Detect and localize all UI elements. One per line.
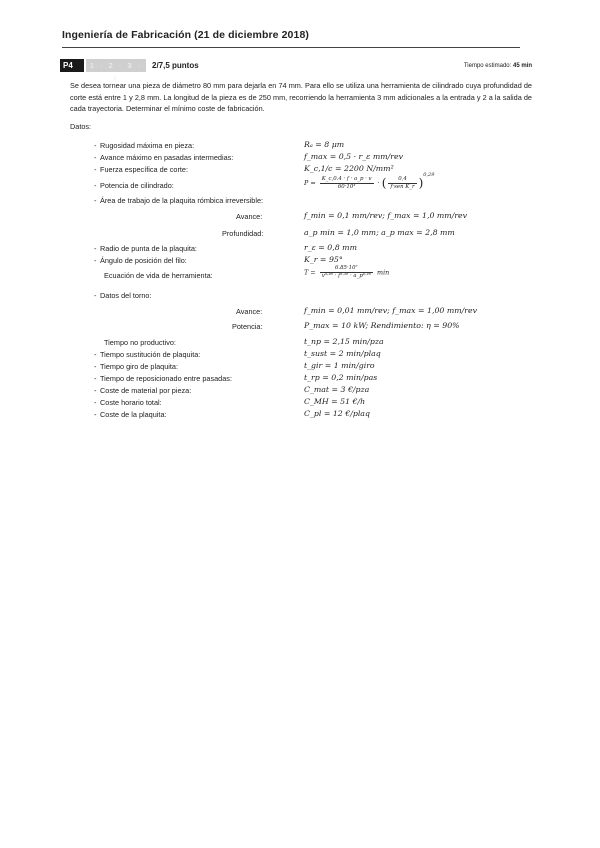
vida-unit: min bbox=[377, 268, 390, 277]
torno-potencia-label: Potencia: bbox=[232, 322, 263, 331]
vida-herramienta-formula bbox=[304, 265, 389, 280]
tiempo-reposicionado-label: - Tiempo de reposicionado entre pasadas: bbox=[100, 374, 232, 383]
area-trabajo-label: - Área de trabajo de la plaquita rómbica irreversible: bbox=[100, 196, 263, 205]
potencia-fraction bbox=[320, 176, 374, 191]
datos-torno-label: - Datos del torno: bbox=[100, 291, 152, 300]
coste-plaquita-value: C_pl = 12 €/plaq bbox=[304, 409, 370, 418]
vida-denominator: v³·⁹⁵ · f¹·¹⁶ · a_p⁰·²⁶ bbox=[321, 273, 371, 279]
estimated-time-value: 45 min bbox=[512, 63, 532, 69]
vida-numerator: 6.85·10⁷ bbox=[320, 265, 373, 273]
angulo-posicion-label: - Ángulo de posición del filo: bbox=[100, 256, 187, 265]
angulo-posicion-value: K_r = 95° bbox=[304, 255, 343, 264]
paren-open-icon: ( bbox=[381, 176, 387, 190]
avance-max-value: f_max = 0,5 · r_ε mm/rev bbox=[304, 152, 403, 161]
title-divider bbox=[62, 47, 520, 48]
area-profundidad-label: Profundidad: bbox=[222, 229, 264, 238]
tiempo-no-productivo-label: Tiempo no productivo: bbox=[104, 338, 176, 347]
fuerza-especifica-label: - Fuerza específica de corte: bbox=[100, 165, 188, 174]
vida-fraction bbox=[320, 265, 373, 280]
tiempo-giro-label: - Tiempo giro de plaquita: bbox=[100, 362, 178, 371]
tiempo-sustitucion-label: - Tiempo sustitución de plaquita: bbox=[100, 350, 200, 359]
rugosidad-label: - Rugosidad máxima en pieza: bbox=[100, 141, 194, 150]
vida-lhs: T = bbox=[304, 268, 316, 277]
area-profundidad-value: a_p min = 1,0 mm; a_p max = 2,8 mm bbox=[304, 228, 455, 237]
tiempo-sustitucion-value: t_sust = 2 min/plaq bbox=[304, 349, 381, 358]
potencia-correction-numerator: 0,4 bbox=[388, 176, 416, 184]
coste-material-label: - Coste de material por pieza: bbox=[100, 386, 191, 395]
coste-horario-value: C_MH = 51 €/h bbox=[304, 397, 366, 406]
coste-horario-label: - Coste horario total: bbox=[100, 398, 162, 407]
area-avance-label: Avance: bbox=[236, 212, 263, 221]
torno-avance-label: Avance: bbox=[236, 307, 263, 316]
coste-material-value: C_mat = 3 €/pza bbox=[304, 385, 370, 394]
tiempo-no-productivo-value: t_np = 2,15 min/pza bbox=[304, 337, 384, 346]
vida-herramienta-label: Ecuación de vida de herramienta: bbox=[104, 271, 213, 280]
torno-potencia-value: P_max = 10 kW; Rendimiento: η = 90% bbox=[304, 321, 460, 330]
radio-punta-label: - Radio de punta de la plaquita: bbox=[100, 244, 197, 253]
paren-close-icon: ) bbox=[418, 176, 424, 190]
potencia-cilindrado-formula bbox=[304, 172, 434, 191]
problem-statement: Se desea tornear una pieza de diámetro 80 mm para dejarla en 74 mm. Para ello se utiliza una herramienta de cilindrado cuya profundidad de corte está entre 1 y 2,8 mm. La longitud de la pieza es de 250 mm, recorriendo la herramienta 3 mm adicionales a la entrada y 2 a la salida de cada trayectoria. Determinar el mínimo coste de fabricación. bbox=[70, 81, 532, 113]
estimated-time bbox=[464, 60, 532, 73]
potencia-exponent: 0,29 bbox=[423, 172, 435, 178]
area-avance-value: f_min = 0,1 mm/rev; f_max = 1,0 mm/rev bbox=[304, 211, 468, 220]
potencia-denominator: 60·10³ bbox=[337, 183, 356, 190]
radio-punta-value: r_ε = 0,8 mm bbox=[304, 243, 357, 252]
coste-plaquita-label: - Coste de la plaquita: bbox=[100, 410, 167, 419]
tiempo-giro-value: t_gir = 1 min/giro bbox=[304, 361, 375, 370]
avance-max-label: - Avance máximo en pasadas intermedias: bbox=[100, 153, 233, 162]
estimated-time-label: Tiempo estimado: bbox=[463, 63, 512, 69]
problem-header-bar bbox=[60, 59, 532, 83]
potencia-correction-denominator: f·sen K_r bbox=[390, 183, 415, 190]
potencia-correction-fraction bbox=[388, 176, 416, 191]
problem-tag: P4 bbox=[60, 59, 84, 72]
problem-points: 2/7,5 puntos bbox=[152, 61, 199, 70]
tiempo-reposicionado-value: t_rp = 0,2 min/pas bbox=[304, 373, 378, 382]
rugosidad-value: Rₐ = 8 μm bbox=[304, 140, 345, 149]
data-heading: Datos: bbox=[70, 122, 92, 131]
potencia-cilindrado-label: - Potencia de cilindrado: bbox=[100, 181, 174, 190]
document-title: Ingeniería de Fabricación (21 de diciembre 2018) bbox=[62, 29, 309, 41]
torno-avance-value: f_min = 0,01 mm/rev; f_max = 1,00 mm/rev bbox=[304, 306, 477, 315]
fuerza-especifica-value: K_c,1/c = 2200 N/mm² bbox=[304, 164, 394, 173]
problem-parts-indicator: 1 · 2 · 3 · 4 bbox=[86, 59, 146, 72]
potencia-dot: · bbox=[377, 179, 380, 187]
potencia-numerator: K_c,0.4 · f · a_p · v bbox=[321, 175, 372, 182]
potencia-lhs: P = bbox=[304, 179, 316, 187]
